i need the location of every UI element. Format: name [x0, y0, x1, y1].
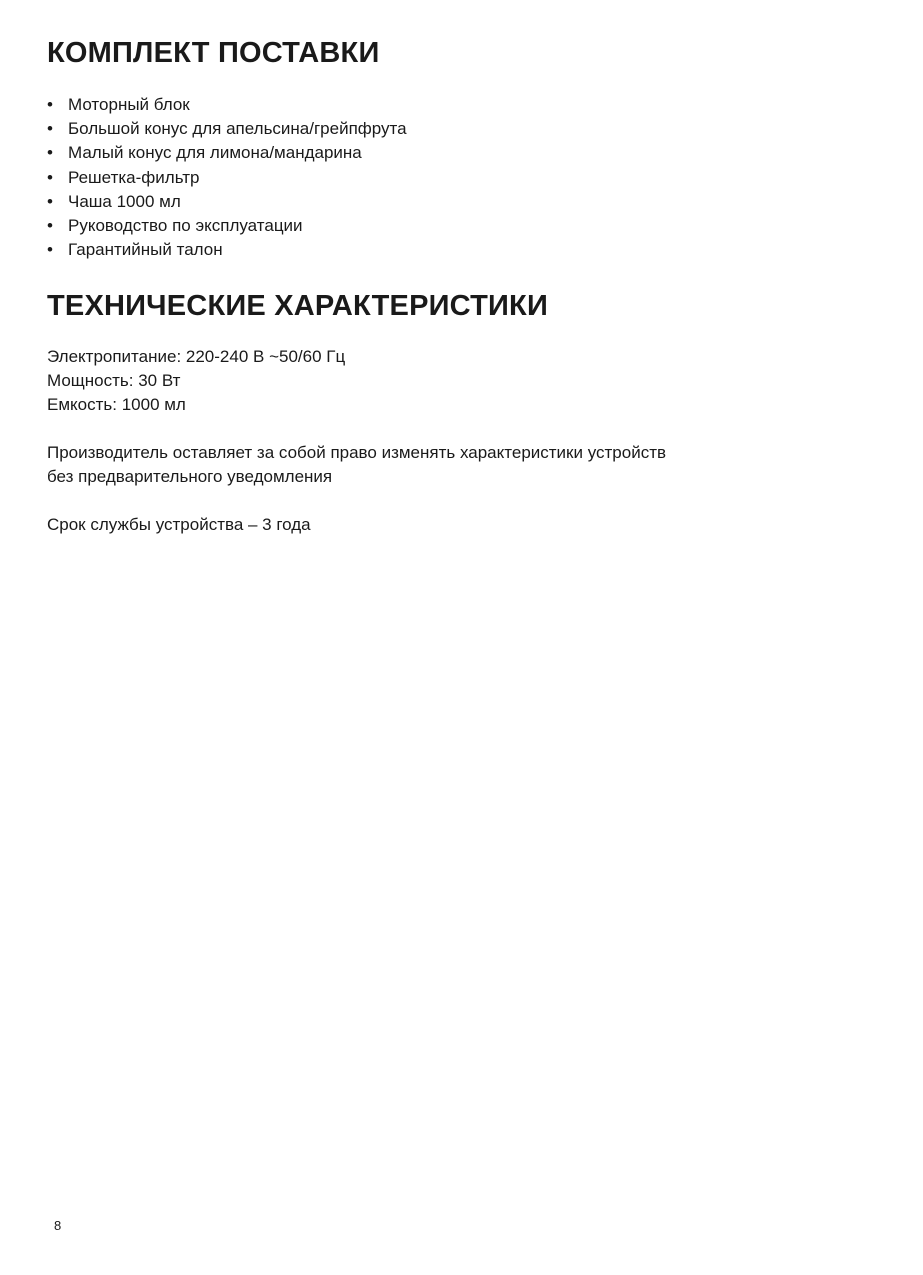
bullet-icon: •	[47, 240, 53, 260]
bullet-icon: •	[47, 119, 53, 139]
spec-capacity: Емкость: 1000 мл	[47, 395, 186, 414]
bullet-icon: •	[47, 95, 53, 114]
technical-specs-heading: ТЕХНИЧЕСКИЕ ХАРАКТЕРИСТИКИ	[47, 290, 549, 322]
list-item-text: Руководство по эксплуатации	[68, 216, 303, 236]
manufacturer-notice	[47, 441, 666, 489]
page-number: 8	[54, 1218, 62, 1233]
list-item	[47, 93, 407, 117]
list-item-text: Решетка-фильтр	[68, 167, 200, 187]
list-item-text: Чаша 1000 мл	[68, 191, 181, 211]
list-item-text: Гарантийный талон	[68, 240, 223, 260]
notice-line: Производитель оставляет за собой право изменять характеристики устройств	[47, 443, 667, 462]
package-contents-list	[47, 93, 407, 262]
notice-line: без предварительного уведомления	[47, 467, 333, 486]
bullet-icon: •	[47, 216, 53, 236]
list-item	[47, 214, 407, 238]
spec-power-supply: Электропитание: 220-240 В ~50/60 Гц	[47, 347, 346, 366]
bullet-icon: •	[47, 167, 53, 187]
list-item-text: Малый конус для лимона/мандарина	[68, 143, 362, 163]
package-contents-heading: КОМПЛЕКТ ПОСТАВКИ	[47, 37, 380, 69]
specs-block	[47, 345, 345, 417]
bullet-icon: •	[47, 191, 53, 211]
bullet-icon: •	[47, 143, 53, 163]
spec-power: Мощность: 30 Вт	[47, 371, 181, 390]
list-item	[47, 166, 407, 190]
list-item	[47, 190, 407, 214]
service-life-text: Срок службы устройства – 3 года	[47, 515, 311, 534]
list-item	[47, 238, 407, 262]
list-item-text: Моторный блок	[68, 95, 190, 114]
list-item	[47, 141, 407, 165]
list-item-text: Большой конус для апельсина/грейпфрута	[68, 119, 407, 139]
list-item	[47, 117, 407, 141]
